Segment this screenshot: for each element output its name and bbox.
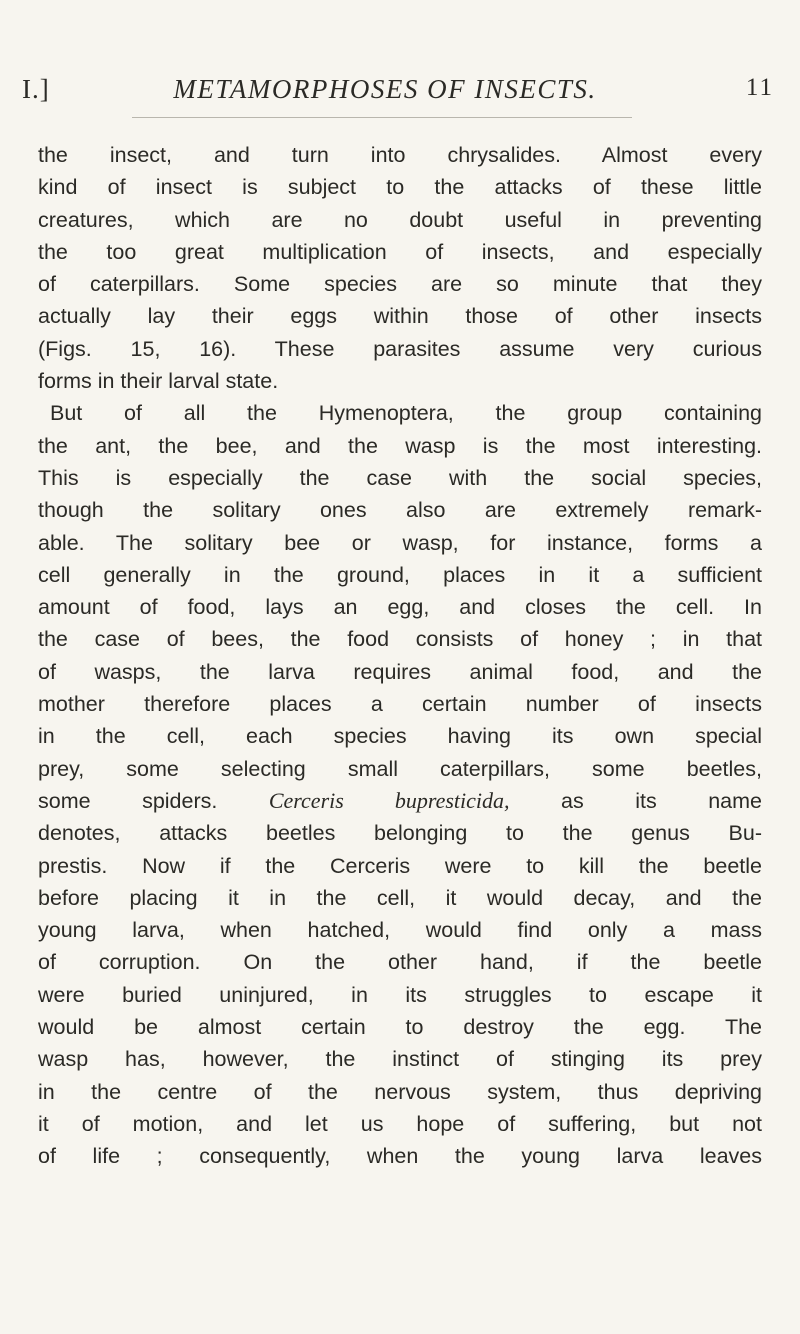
text-line: in the centre of the nervous system, thus depriving <box>38 1079 762 1104</box>
text-line: kind of insect is subject to the attacks of these little <box>38 175 762 200</box>
text-line: prey, some selecting small caterpillars, some beetles, <box>38 756 762 781</box>
text-line: the too great multiplication of insects, and especially <box>38 239 762 264</box>
text-line: mother therefore places a certain number of insects <box>38 692 762 717</box>
text-line: denotes, attacks beetles belonging to the genus Bu- <box>38 821 762 846</box>
chapter-number: I.] <box>22 74 50 104</box>
text-line: in the cell, each species having its own special <box>38 724 762 749</box>
text-line: of corruption. On the other hand, if the beetle <box>38 950 762 975</box>
text-line: of caterpillars. Some species are so minute that they <box>38 272 762 297</box>
text-line: the case of bees, the food consists of honey ; in that <box>38 627 762 652</box>
text-line: were buried uninjured, in its struggles to escape it <box>38 982 762 1007</box>
text-line: creatures, which are no doubt useful in preventing <box>38 207 762 232</box>
text-line: But of all the Hymenoptera, the group containing <box>50 401 762 426</box>
text-line: amount of food, lays an egg, and closes the cell. In <box>38 595 762 620</box>
text-line: before placing it in the cell, it would decay, and the <box>38 885 762 910</box>
text-line: of life ; consequently, when the young larva leaves <box>38 1144 762 1169</box>
text-line: able. The solitary bee or wasp, for instance, forms a <box>38 530 762 555</box>
header-rule <box>132 117 632 118</box>
text-line: though the solitary ones also are extremely remark- <box>38 498 762 523</box>
text-line: (Figs. 15, 16). These parasites assume very curious <box>38 336 762 361</box>
italic-species-name: Cerceris bupresticida, <box>268 787 510 813</box>
running-head <box>22 74 778 114</box>
text-run: as its name <box>509 788 762 813</box>
text-line: the insect, and turn into chrysalides. Almost every <box>38 143 762 167</box>
text-line: cell generally in the ground, places in it a sufficient <box>38 562 762 587</box>
running-title: METAMORPHOSES OF INSECTS. <box>173 74 597 104</box>
text-line: the ant, the bee, and the wasp is the most interesting. <box>38 433 762 458</box>
text-line: would be almost certain to destroy the egg. The <box>38 1015 762 1040</box>
text-line: it of motion, and let us hope of suffering, but not <box>38 1111 762 1136</box>
text-line: prestis. Now if the Cerceris were to kill the beetle <box>38 853 762 878</box>
text-line: This is especially the case with the social species, <box>38 465 762 490</box>
page-number: 11 <box>745 74 774 101</box>
body-text <box>38 139 762 1173</box>
text-line: of wasps, the larva requires animal food, and the <box>38 659 762 684</box>
text-line <box>38 785 762 817</box>
text-run: some spiders. <box>38 788 269 813</box>
text-line: young larva, when hatched, would find only a mass <box>38 918 762 943</box>
text-line: actually lay their eggs within those of other insects <box>38 304 762 329</box>
text-line: forms in their larval state. <box>38 369 279 394</box>
text-line: wasp has, however, the instinct of stinging its prey <box>38 1047 762 1072</box>
